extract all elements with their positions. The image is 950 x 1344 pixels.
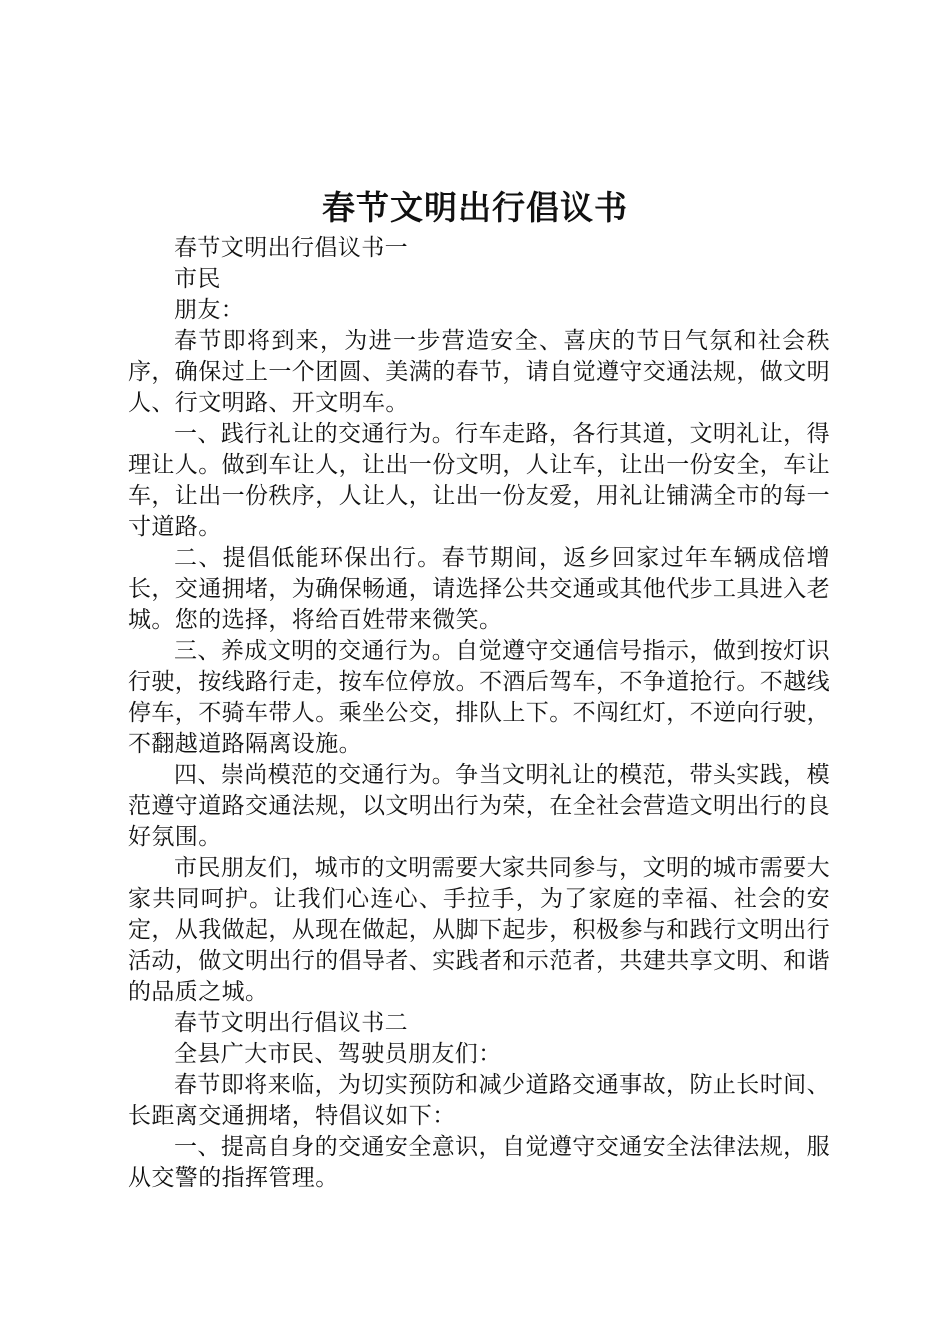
body-paragraph: 三、养成文明的交通行为。自觉遵守交通信号指示，做到按灯识行驶，按线路行走，按车位停放。不酒后驾车，不争道抢行。不越线停车，不骑车带人。乘坐公交，排队上下。不闯红灯，不逆向行驶，不翻越道路隔离设施。: [128, 638, 830, 757]
body-paragraph: 一、提高自身的交通安全意识，自觉遵守交通安全法律法规，服从交警的指挥管理。: [128, 1134, 830, 1191]
section-heading-one: 春节文明出行倡议书一: [174, 235, 408, 261]
section-heading-two: 春节文明出行倡议书二: [174, 1010, 408, 1036]
document-title: 春节文明出行倡议书: [322, 188, 628, 227]
body-paragraph: 春节即将到来，为进一步营造安全、喜庆的节日气氛和社会秩序，确保过上一个团圆、美满的春节，请自觉遵守交通法规，做文明人、行文明路、开文明车。: [128, 328, 830, 416]
body-paragraph: 一、践行礼让的交通行为。行车走路，各行其道，文明礼让，得理让人。做到车让人，让出一份文明，人让车，让出一份安全，车让车，让出一份秩序，人让人，让出一份友爱，用礼让铺满全市的每一寸道路。: [128, 421, 830, 540]
body-paragraph: 四、崇尚模范的交通行为。争当文明礼让的模范，带头实践，模范遵守道路交通法规，以文明出行为荣，在全社会营造文明出行的良好氛围。: [128, 762, 830, 850]
salutation-line: 朋友：: [174, 297, 245, 323]
salutation-line: 全县广大市民、驾驶员朋友们：: [174, 1041, 502, 1067]
document-body: [128, 233, 830, 1194]
body-paragraph: 二、提倡低能环保出行。春节期间，返乡回家过年车辆成倍增长，交通拥堵，为确保畅通，请选择公共交通或其他代步工具进入老城。您的选择，将给百姓带来微笑。: [128, 545, 830, 633]
body-paragraph: 春节即将来临，为切实预防和减少道路交通事故，防止长时间、长距离交通拥堵，特倡议如下：: [128, 1072, 830, 1129]
body-paragraph: 市民朋友们，城市的文明需要大家共同参与，文明的城市需要大家共同呵护。让我们心连心、手拉手，为了家庭的幸福、社会的安定，从我做起，从现在做起，从脚下起步，积极参与和践行文明出行活动，做文明出行的倡导者、实践者和示范者，共建共享文明、和谐的品质之城。: [128, 855, 830, 1005]
salutation-line: 市民: [174, 266, 221, 292]
